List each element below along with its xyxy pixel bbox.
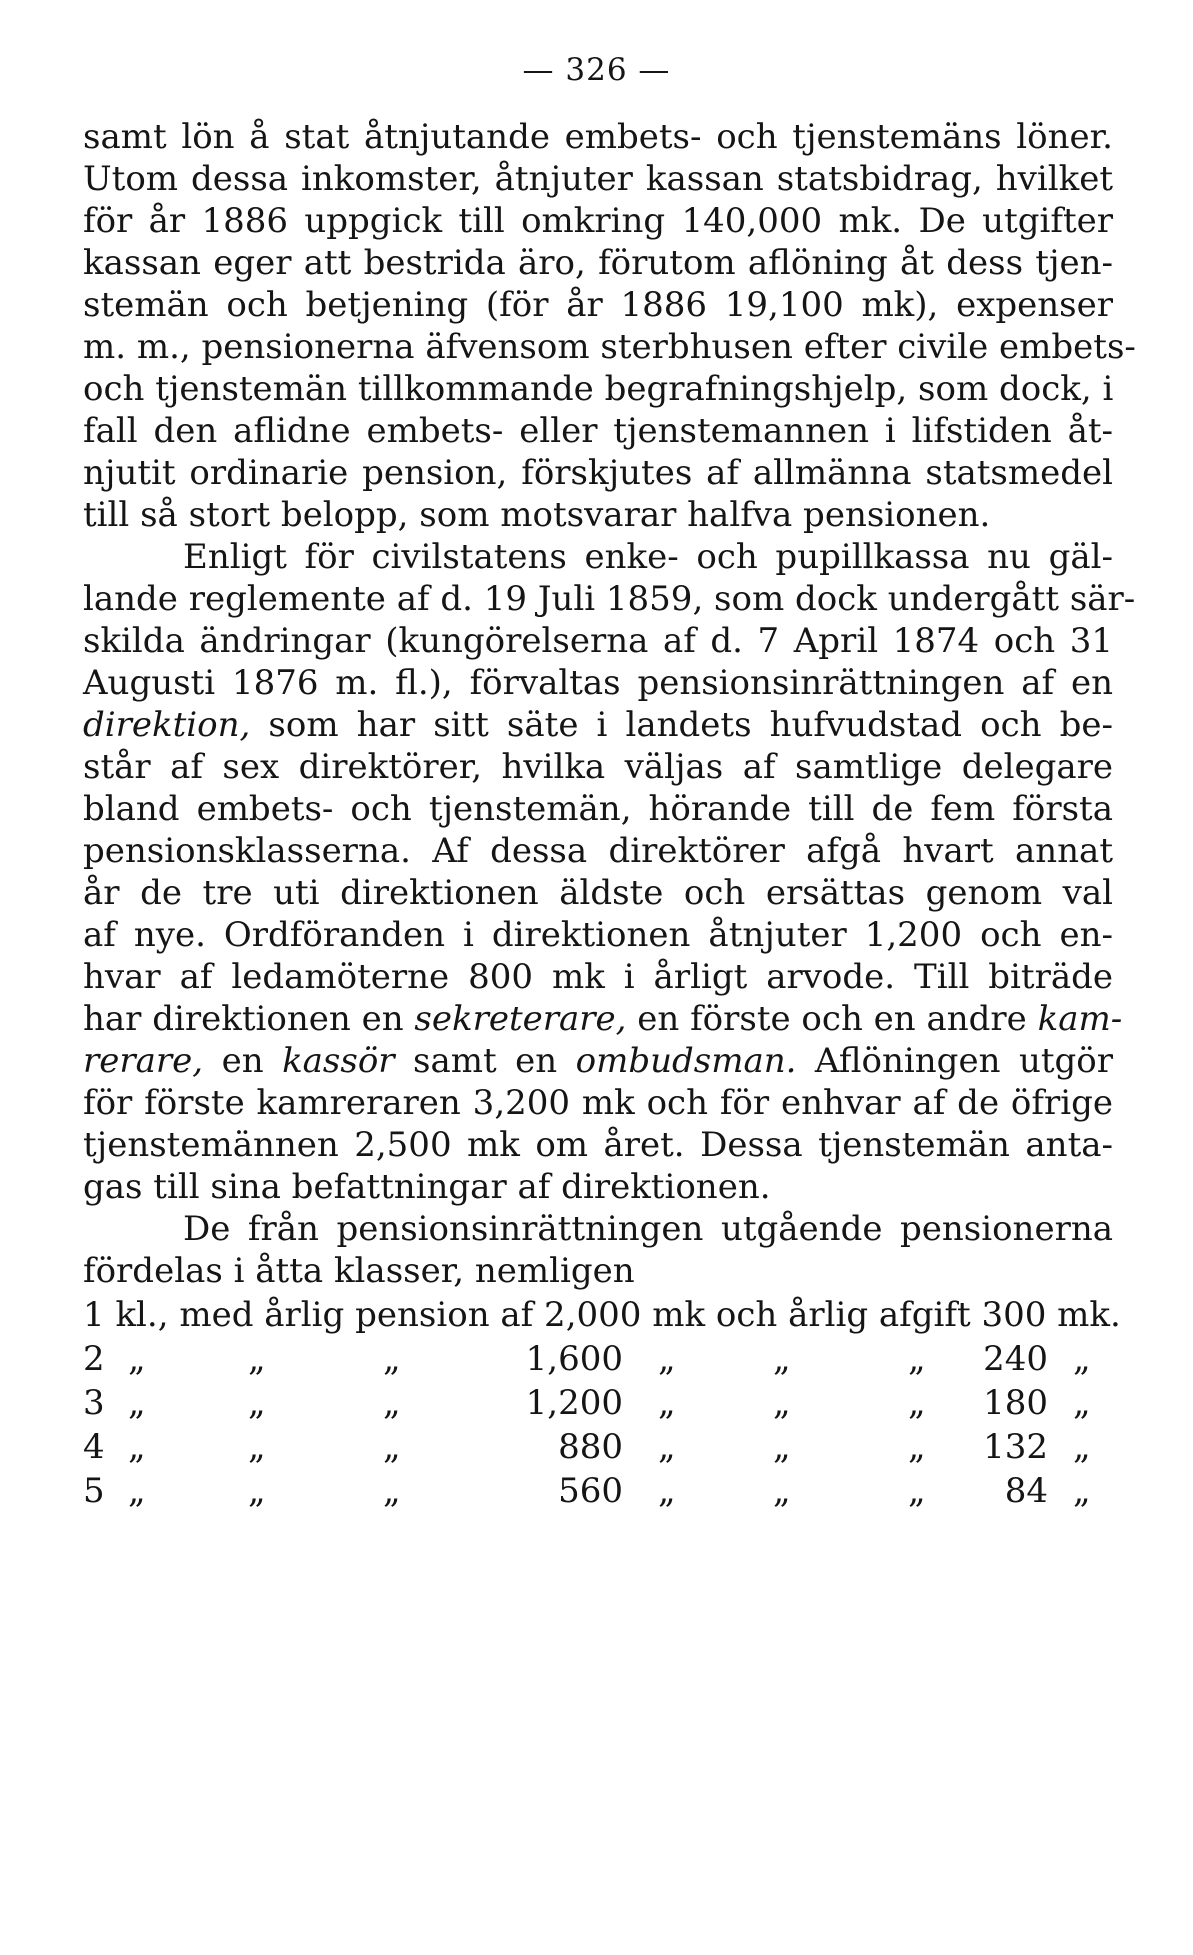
ditto-mark: „ xyxy=(128,1427,146,1467)
text-line: till så stort belopp, som motsvarar halfva pensionen. xyxy=(83,495,991,535)
ditto-mark: „ xyxy=(1073,1339,1091,1379)
fee-amount: 240 xyxy=(983,1339,1048,1379)
text-line: fördelas i åtta klasser, nemligen xyxy=(83,1251,635,1291)
text-line: fall den aflidne embets- eller tjenstemannen i lifstiden åt- xyxy=(83,411,1113,451)
ditto-mark: „ xyxy=(658,1427,676,1467)
ditto-mark: „ xyxy=(773,1339,791,1379)
text-line: Augusti 1876 m. fl.), förvaltas pensionsinrättningen af en xyxy=(83,663,1113,703)
italic-term: kassör xyxy=(282,1041,395,1081)
text-line: står af sex direktörer, hvilka väljas af samtlige delegare xyxy=(83,747,1113,787)
italic-term: ombudsman. xyxy=(575,1041,797,1081)
pension-amount: 1,600 xyxy=(525,1339,623,1379)
text-line: och tjenstemän tillkommande begrafningshjelp, som dock, i xyxy=(83,369,1114,409)
ditto-mark: „ xyxy=(383,1383,401,1423)
fee-amount: 84 xyxy=(1004,1471,1048,1511)
italic-term: sekreterare, xyxy=(414,999,627,1039)
ditto-mark: „ xyxy=(248,1471,266,1511)
pension-amount: 560 xyxy=(558,1471,623,1511)
ditto-mark: „ xyxy=(908,1471,926,1511)
text-line: Utom dessa inkomster, åtnjuter kassan statsbidrag, hvilket xyxy=(83,159,1113,199)
fee-amount: 180 xyxy=(983,1383,1048,1423)
italic-term: kam- xyxy=(1037,999,1123,1039)
text-line: af nye. Ordföranden i direktionen åtnjuter 1,200 och en- xyxy=(83,915,1113,955)
text-line: hvar af ledamöterne 800 mk i årligt arvode. Till biträde xyxy=(83,957,1113,997)
ditto-mark: „ xyxy=(248,1383,266,1423)
italic-term: direktion, xyxy=(83,705,251,745)
pension-class-1: 1 kl., med årlig pension af 2,000 mk och årlig afgift 300 mk. xyxy=(83,1295,1121,1335)
text-segment: Aflöningen utgör xyxy=(796,1041,1113,1081)
ditto-mark: „ xyxy=(658,1471,676,1511)
text-line: för förste kamreraren 3,200 mk och för enhvar af de öfrige xyxy=(83,1083,1113,1123)
class-number: 5 xyxy=(83,1471,105,1511)
text-line: för år 1886 uppgick till omkring 140,000 mk. De utgifter xyxy=(83,201,1113,241)
ditto-mark: „ xyxy=(658,1339,676,1379)
ditto-mark: „ xyxy=(773,1383,791,1423)
text-line: skilda ändringar (kungörelserna af d. 7 April 1874 och 31 xyxy=(83,621,1113,661)
ditto-mark: „ xyxy=(773,1427,791,1467)
ditto-mark: „ xyxy=(1073,1427,1091,1467)
ditto-mark: „ xyxy=(658,1383,676,1423)
ditto-mark: „ xyxy=(383,1427,401,1467)
pension-class-row xyxy=(83,1378,1123,1428)
ditto-mark: „ xyxy=(128,1383,146,1423)
pension-class-row xyxy=(83,1422,1123,1472)
text-line: år de tre uti direktionen äldste och ersättas genom val xyxy=(83,873,1113,913)
text-line: bland embets- och tjenstemän, hörande till de fem första xyxy=(83,789,1113,829)
fee-amount: 132 xyxy=(983,1427,1048,1467)
text-line: njutit ordinarie pension, förskjutes af allmänna statsmedel xyxy=(83,453,1113,493)
ditto-mark: „ xyxy=(908,1383,926,1423)
ditto-mark: „ xyxy=(248,1339,266,1379)
text-segment: en förste och en andre xyxy=(626,999,1038,1039)
text-segment: en xyxy=(203,1041,283,1081)
ditto-mark: „ xyxy=(128,1339,146,1379)
page-number: — 326 — xyxy=(522,52,671,88)
text-line: lande reglemente af d. 19 Juli 1859, som dock undergått sär- xyxy=(83,579,1136,619)
class-number: 3 xyxy=(83,1383,105,1423)
ditto-mark: „ xyxy=(773,1471,791,1511)
ditto-mark: „ xyxy=(1073,1471,1091,1511)
pension-class-row xyxy=(83,1334,1123,1384)
ditto-mark: „ xyxy=(908,1339,926,1379)
text-line: gas till sina befattningar af direktionen. xyxy=(83,1167,771,1207)
class-number: 2 xyxy=(83,1339,105,1379)
ditto-mark: „ xyxy=(908,1427,926,1467)
class-number: 4 xyxy=(83,1427,105,1467)
text-segment: samt en xyxy=(394,1041,576,1081)
italic-term: rerare, xyxy=(83,1041,204,1081)
ditto-mark: „ xyxy=(383,1339,401,1379)
text-line: kassan eger att bestrida äro, förutom aflöning åt dess tjen- xyxy=(83,243,1113,283)
text-line: m. m., pensionerna äfvensom sterbhusen efter civile embets- xyxy=(83,327,1136,367)
text-line: samt lön å stat åtnjutande embets- och tjenstemäns löner. xyxy=(83,117,1113,157)
text-line: tjenstemännen 2,500 mk om året. Dessa tjenstemän anta- xyxy=(83,1125,1113,1165)
ditto-mark: „ xyxy=(128,1471,146,1511)
pension-amount: 1,200 xyxy=(525,1383,623,1423)
text-line: pensionsklasserna. Af dessa direktörer afgå hvart annat xyxy=(83,831,1113,871)
text-segment: som har sitt säte i landets hufvudstad och be- xyxy=(250,705,1113,745)
pension-amount: 880 xyxy=(558,1427,623,1467)
ditto-mark: „ xyxy=(383,1471,401,1511)
text-line: stemän och betjening (för år 1886 19,100 mk), expenser xyxy=(83,285,1113,325)
text-line: Enligt för civilstatens enke- och pupillkassa nu gäl- xyxy=(183,537,1113,577)
ditto-mark: „ xyxy=(1073,1383,1091,1423)
pension-class-row xyxy=(83,1466,1123,1516)
ditto-mark: „ xyxy=(248,1427,266,1467)
text-segment: har direktionen en xyxy=(83,999,415,1039)
text-line: De från pensionsinrättningen utgående pensionerna xyxy=(183,1209,1113,1249)
